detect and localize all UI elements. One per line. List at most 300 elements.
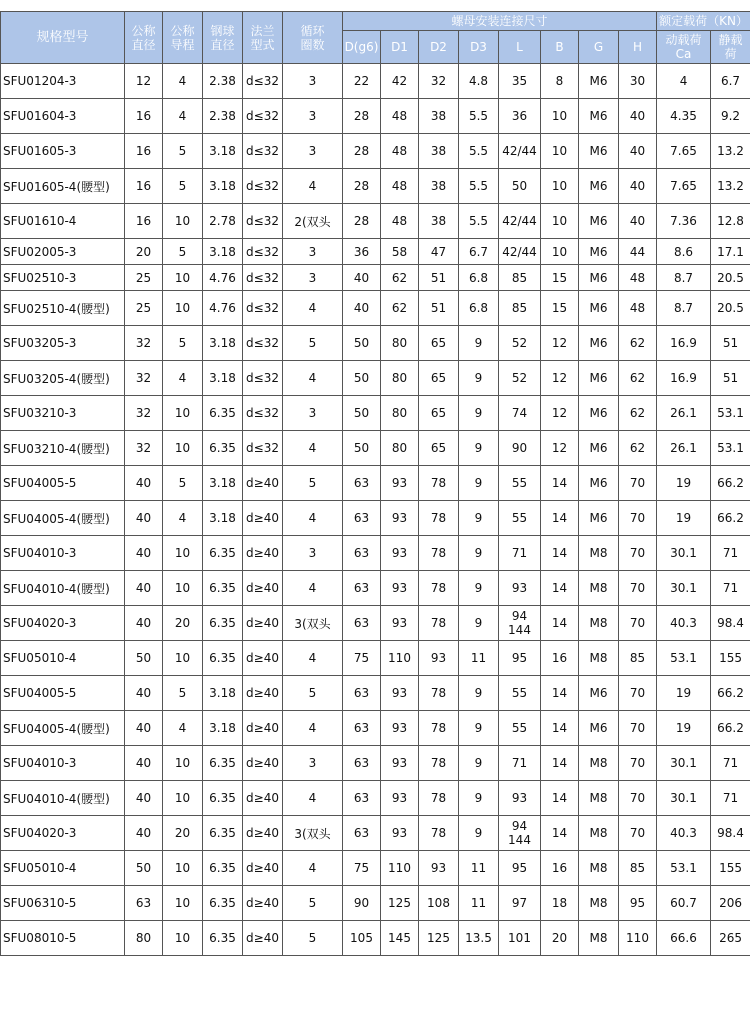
cell-d2: 65 (419, 431, 459, 466)
cell-g: M6 (579, 239, 619, 265)
cell-g: M8 (579, 746, 619, 781)
cell-l: 50 (499, 169, 541, 204)
cell-circuits: 3 (283, 746, 343, 781)
cell-l-line: 144 (508, 833, 531, 847)
cell-d2: 38 (419, 99, 459, 134)
cell-static-load: 66.2 (711, 501, 750, 536)
table-row (1, 396, 750, 431)
cell-ball-diameter: 4.76 (203, 291, 243, 326)
cell-h: 70 (619, 746, 657, 781)
cell-dg6: 90 (343, 886, 381, 921)
cell-model: SFU04005-4(腰型) (1, 501, 125, 536)
cell-circuits: 4 (283, 291, 343, 326)
cell-b: 15 (541, 291, 579, 326)
cell-static-load: 71 (711, 746, 750, 781)
cell-b: 14 (541, 746, 579, 781)
cell-ball-diameter: 6.35 (203, 781, 243, 816)
cell-nominal-lead: 10 (163, 536, 203, 571)
cell-l-line: 144 (508, 623, 531, 637)
cell-flange-type: d≥40 (243, 851, 283, 886)
cell-dynamic-load: 4.35 (657, 99, 711, 134)
cell-dg6: 63 (343, 746, 381, 781)
header-nut-mounting: 螺母安装连接尺寸 (343, 12, 657, 31)
cell-static-load: 20.5 (711, 265, 750, 291)
cell-ball-diameter: 6.35 (203, 536, 243, 571)
header-rated-load: 额定载荷（KN） (657, 12, 750, 31)
cell-nominal-diameter: 16 (125, 169, 163, 204)
cell-h: 85 (619, 641, 657, 676)
cell-l: 93 (499, 781, 541, 816)
cell-dg6: 36 (343, 239, 381, 265)
cell-d1: 93 (381, 676, 419, 711)
cell-d1: 62 (381, 265, 419, 291)
cell-d3: 11 (459, 641, 499, 676)
cell-d2: 108 (419, 886, 459, 921)
cell-b: 14 (541, 466, 579, 501)
cell-dg6: 28 (343, 204, 381, 239)
cell-d1: 80 (381, 431, 419, 466)
cell-dg6: 40 (343, 291, 381, 326)
cell-nominal-diameter: 12 (125, 64, 163, 99)
table-row (1, 361, 750, 396)
cell-ball-diameter: 6.35 (203, 746, 243, 781)
cell-circuits: 5 (283, 921, 343, 956)
cell-circuits: 3(双头 (283, 606, 343, 641)
cell-d3: 9 (459, 571, 499, 606)
cell-model: SFU03210-4(腰型) (1, 431, 125, 466)
cell-dynamic-load: 19 (657, 711, 711, 746)
cell-model: SFU04010-4(腰型) (1, 781, 125, 816)
cell-static-load: 53.1 (711, 396, 750, 431)
cell-model: SFU06310-5 (1, 886, 125, 921)
table-row (1, 571, 750, 606)
header-dim-dg6: D(g6) (343, 31, 381, 64)
table-row (1, 169, 750, 204)
cell-circuits: 5 (283, 886, 343, 921)
cell-l: 55 (499, 466, 541, 501)
cell-dynamic-load: 40.3 (657, 606, 711, 641)
cell-dynamic-load: 8.7 (657, 291, 711, 326)
cell-static-load: 98.4 (711, 606, 750, 641)
table-row (1, 886, 750, 921)
cell-circuits: 4 (283, 169, 343, 204)
cell-d3: 6.7 (459, 239, 499, 265)
cell-d3: 9 (459, 746, 499, 781)
cell-flange-type: d≥40 (243, 501, 283, 536)
cell-d1: 93 (381, 466, 419, 501)
cell-flange-type: d≥40 (243, 886, 283, 921)
cell-b: 14 (541, 781, 579, 816)
cell-d1: 48 (381, 169, 419, 204)
cell-dg6: 63 (343, 501, 381, 536)
cell-model: SFU03210-3 (1, 396, 125, 431)
cell-nominal-diameter: 40 (125, 466, 163, 501)
cell-static-load: 206 (711, 886, 750, 921)
cell-model: SFU02005-3 (1, 239, 125, 265)
cell-static-load: 71 (711, 536, 750, 571)
cell-d3: 13.5 (459, 921, 499, 956)
cell-nominal-diameter: 40 (125, 711, 163, 746)
cell-ball-diameter: 6.35 (203, 886, 243, 921)
cell-dg6: 40 (343, 265, 381, 291)
cell-dynamic-load: 53.1 (657, 641, 711, 676)
header-nominal-diameter: 公称 直径 (125, 12, 163, 64)
cell-h: 110 (619, 921, 657, 956)
cell-l: 55 (499, 711, 541, 746)
cell-b: 14 (541, 676, 579, 711)
cell-circuits: 5 (283, 326, 343, 361)
cell-model: SFU04005-5 (1, 676, 125, 711)
cell-flange-type: d≤32 (243, 431, 283, 466)
cell-model: SFU04010-3 (1, 536, 125, 571)
cell-b: 14 (541, 606, 579, 641)
header-flange-type: 法兰 型式 (243, 12, 283, 64)
cell-d3: 11 (459, 851, 499, 886)
cell-h: 62 (619, 326, 657, 361)
cell-b: 14 (541, 501, 579, 536)
cell-d3: 11 (459, 886, 499, 921)
cell-static-load: 13.2 (711, 134, 750, 169)
cell-g: M6 (579, 169, 619, 204)
cell-h: 62 (619, 431, 657, 466)
table-row (1, 431, 750, 466)
cell-nominal-lead: 10 (163, 641, 203, 676)
cell-dynamic-load: 30.1 (657, 536, 711, 571)
cell-d1: 93 (381, 536, 419, 571)
cell-g: M6 (579, 711, 619, 746)
header-dim-d2: D2 (419, 31, 459, 64)
cell-dynamic-load: 7.65 (657, 169, 711, 204)
cell-circuits: 4 (283, 641, 343, 676)
table-row (1, 746, 750, 781)
cell-nominal-diameter: 40 (125, 606, 163, 641)
cell-h: 70 (619, 816, 657, 851)
table-body (1, 64, 750, 956)
cell-h: 62 (619, 396, 657, 431)
cell-nominal-lead: 10 (163, 571, 203, 606)
cell-d3: 9 (459, 396, 499, 431)
cell-dynamic-load: 40.3 (657, 816, 711, 851)
cell-dynamic-load: 30.1 (657, 781, 711, 816)
cell-dg6: 63 (343, 816, 381, 851)
cell-nominal-lead: 10 (163, 781, 203, 816)
cell-dg6: 22 (343, 64, 381, 99)
cell-nominal-lead: 4 (163, 361, 203, 396)
cell-dynamic-load: 8.7 (657, 265, 711, 291)
cell-static-load: 66.2 (711, 711, 750, 746)
cell-dg6: 63 (343, 711, 381, 746)
cell-flange-type: d≤32 (243, 239, 283, 265)
cell-h: 70 (619, 501, 657, 536)
cell-flange-type: d≤32 (243, 204, 283, 239)
cell-model: SFU02510-3 (1, 265, 125, 291)
cell-g: M6 (579, 326, 619, 361)
cell-dynamic-load: 19 (657, 466, 711, 501)
cell-circuits: 5 (283, 466, 343, 501)
cell-d3: 9 (459, 781, 499, 816)
cell-circuits: 3 (283, 396, 343, 431)
cell-l-line: 94 (511, 609, 528, 623)
cell-d1: 110 (381, 851, 419, 886)
cell-flange-type: d≤32 (243, 396, 283, 431)
cell-b: 15 (541, 265, 579, 291)
cell-dynamic-load: 53.1 (657, 851, 711, 886)
table-row (1, 851, 750, 886)
cell-g: M6 (579, 291, 619, 326)
cell-model: SFU01604-3 (1, 99, 125, 134)
cell-d3: 5.5 (459, 204, 499, 239)
cell-circuits: 5 (283, 676, 343, 711)
cell-ball-diameter: 3.18 (203, 501, 243, 536)
cell-dg6: 50 (343, 396, 381, 431)
cell-dynamic-load: 30.1 (657, 746, 711, 781)
cell-g: M6 (579, 466, 619, 501)
cell-nominal-diameter: 32 (125, 431, 163, 466)
cell-nominal-diameter: 32 (125, 396, 163, 431)
cell-nominal-diameter: 32 (125, 361, 163, 396)
cell-h: 70 (619, 571, 657, 606)
cell-dg6: 28 (343, 134, 381, 169)
cell-circuits: 4 (283, 571, 343, 606)
header-nominal-lead: 公称 导程 (163, 12, 203, 64)
cell-l: 52 (499, 361, 541, 396)
cell-d1: 93 (381, 746, 419, 781)
cell-nominal-lead: 4 (163, 501, 203, 536)
cell-flange-type: d≥40 (243, 536, 283, 571)
table-row (1, 466, 750, 501)
cell-model: SFU03205-3 (1, 326, 125, 361)
cell-circuits: 3(双头 (283, 816, 343, 851)
cell-l: 36 (499, 99, 541, 134)
cell-ball-diameter: 3.18 (203, 361, 243, 396)
cell-nominal-diameter: 40 (125, 746, 163, 781)
cell-flange-type: d≥40 (243, 606, 283, 641)
cell-b: 16 (541, 851, 579, 886)
cell-nominal-lead: 5 (163, 326, 203, 361)
cell-circuits: 3 (283, 265, 343, 291)
cell-model: SFU01605-4(腰型) (1, 169, 125, 204)
cell-d2: 78 (419, 606, 459, 641)
cell-g: M8 (579, 536, 619, 571)
cell-h: 70 (619, 606, 657, 641)
cell-dg6: 63 (343, 606, 381, 641)
cell-nominal-diameter: 40 (125, 501, 163, 536)
cell-ball-diameter: 2.38 (203, 99, 243, 134)
cell-b: 10 (541, 169, 579, 204)
cell-d3: 9 (459, 606, 499, 641)
cell-dynamic-load: 26.1 (657, 431, 711, 466)
cell-circuits: 3 (283, 536, 343, 571)
cell-h: 95 (619, 886, 657, 921)
cell-dynamic-load: 19 (657, 501, 711, 536)
cell-b: 18 (541, 886, 579, 921)
cell-flange-type: d≥40 (243, 781, 283, 816)
cell-d2: 93 (419, 851, 459, 886)
cell-h: 70 (619, 781, 657, 816)
cell-model: SFU01610-4 (1, 204, 125, 239)
cell-static-load: 98.4 (711, 816, 750, 851)
cell-static-load: 20.5 (711, 291, 750, 326)
cell-static-load: 9.2 (711, 99, 750, 134)
cell-d3: 5.5 (459, 134, 499, 169)
cell-dg6: 63 (343, 781, 381, 816)
cell-l: 97 (499, 886, 541, 921)
cell-model: SFU04005-5 (1, 466, 125, 501)
cell-h: 70 (619, 676, 657, 711)
cell-g: M8 (579, 606, 619, 641)
cell-dg6: 75 (343, 851, 381, 886)
cell-nominal-lead: 10 (163, 851, 203, 886)
cell-flange-type: d≥40 (243, 571, 283, 606)
cell-dg6: 50 (343, 431, 381, 466)
cell-b: 12 (541, 326, 579, 361)
cell-l: 71 (499, 536, 541, 571)
cell-nominal-lead: 20 (163, 816, 203, 851)
cell-g: M8 (579, 781, 619, 816)
cell-g: M6 (579, 265, 619, 291)
cell-nominal-diameter: 40 (125, 571, 163, 606)
cell-circuits: 4 (283, 361, 343, 396)
cell-flange-type: d≤32 (243, 291, 283, 326)
cell-nominal-lead: 4 (163, 711, 203, 746)
cell-model: SFU04010-4(腰型) (1, 571, 125, 606)
cell-d1: 93 (381, 571, 419, 606)
cell-b: 10 (541, 204, 579, 239)
header-dim-g: G (579, 31, 619, 64)
cell-dynamic-load: 30.1 (657, 571, 711, 606)
cell-b: 14 (541, 571, 579, 606)
cell-nominal-diameter: 40 (125, 676, 163, 711)
cell-d1: 93 (381, 711, 419, 746)
cell-l (499, 816, 541, 851)
cell-dg6: 63 (343, 536, 381, 571)
cell-l: 101 (499, 921, 541, 956)
cell-b: 10 (541, 99, 579, 134)
table-row (1, 606, 750, 641)
cell-flange-type: d≥40 (243, 816, 283, 851)
cell-nominal-diameter: 63 (125, 886, 163, 921)
cell-nominal-diameter: 50 (125, 851, 163, 886)
cell-static-load: 71 (711, 781, 750, 816)
cell-d2: 78 (419, 501, 459, 536)
cell-h: 70 (619, 711, 657, 746)
cell-flange-type: d≤32 (243, 64, 283, 99)
cell-d2: 51 (419, 291, 459, 326)
cell-d3: 4.8 (459, 64, 499, 99)
cell-d1: 110 (381, 641, 419, 676)
cell-dynamic-load: 19 (657, 676, 711, 711)
cell-d3: 6.8 (459, 265, 499, 291)
cell-l: 35 (499, 64, 541, 99)
cell-dg6: 63 (343, 466, 381, 501)
cell-h: 48 (619, 291, 657, 326)
cell-nominal-lead: 5 (163, 239, 203, 265)
cell-model: SFU04005-4(腰型) (1, 711, 125, 746)
cell-flange-type: d≤32 (243, 326, 283, 361)
cell-d1: 93 (381, 816, 419, 851)
cell-h: 40 (619, 134, 657, 169)
cell-flange-type: d≥40 (243, 921, 283, 956)
cell-nominal-lead: 10 (163, 291, 203, 326)
cell-d2: 78 (419, 676, 459, 711)
table-row (1, 134, 750, 169)
header-dynamic-load: 动载荷 Ca (657, 31, 711, 64)
cell-d2: 78 (419, 816, 459, 851)
cell-nominal-diameter: 50 (125, 641, 163, 676)
cell-l: 55 (499, 501, 541, 536)
header-circuits: 循环 圈数 (283, 12, 343, 64)
table-row (1, 536, 750, 571)
cell-model: SFU04020-3 (1, 606, 125, 641)
cell-d1: 93 (381, 606, 419, 641)
cell-circuits: 4 (283, 431, 343, 466)
cell-d1: 42 (381, 64, 419, 99)
cell-circuits: 2(双头 (283, 204, 343, 239)
cell-nominal-lead: 4 (163, 64, 203, 99)
header-static-load: 静载 荷 (711, 31, 750, 64)
cell-d2: 47 (419, 239, 459, 265)
cell-nominal-lead: 10 (163, 431, 203, 466)
cell-l: 85 (499, 265, 541, 291)
table-row (1, 239, 750, 265)
cell-g: M8 (579, 641, 619, 676)
cell-d1: 80 (381, 326, 419, 361)
cell-dg6: 63 (343, 571, 381, 606)
table-row (1, 781, 750, 816)
cell-g: M8 (579, 921, 619, 956)
cell-flange-type: d≥40 (243, 676, 283, 711)
table-row (1, 501, 750, 536)
cell-static-load: 155 (711, 641, 750, 676)
cell-static-load: 13.2 (711, 169, 750, 204)
cell-model: SFU04010-3 (1, 746, 125, 781)
ball-screw-spec-table (0, 11, 750, 956)
cell-d3: 6.8 (459, 291, 499, 326)
cell-dg6: 50 (343, 326, 381, 361)
cell-flange-type: d≥40 (243, 711, 283, 746)
cell-flange-type: d≤32 (243, 265, 283, 291)
cell-b: 12 (541, 431, 579, 466)
cell-d2: 78 (419, 781, 459, 816)
cell-g: M8 (579, 571, 619, 606)
cell-static-load: 51 (711, 361, 750, 396)
cell-dg6: 63 (343, 676, 381, 711)
cell-ball-diameter: 6.35 (203, 921, 243, 956)
cell-static-load: 51 (711, 326, 750, 361)
cell-circuits: 3 (283, 134, 343, 169)
cell-ball-diameter: 3.18 (203, 466, 243, 501)
table-row (1, 676, 750, 711)
cell-b: 8 (541, 64, 579, 99)
table-row (1, 99, 750, 134)
cell-d3: 9 (459, 466, 499, 501)
cell-flange-type: d≤32 (243, 169, 283, 204)
cell-l: 95 (499, 641, 541, 676)
cell-flange-type: d≤32 (243, 361, 283, 396)
cell-d2: 38 (419, 204, 459, 239)
cell-b: 20 (541, 921, 579, 956)
cell-nominal-diameter: 80 (125, 921, 163, 956)
cell-d3: 9 (459, 361, 499, 396)
cell-ball-diameter: 3.18 (203, 326, 243, 361)
cell-nominal-lead: 5 (163, 466, 203, 501)
cell-g: M6 (579, 134, 619, 169)
cell-dynamic-load: 7.65 (657, 134, 711, 169)
cell-model: SFU01204-3 (1, 64, 125, 99)
cell-l: 52 (499, 326, 541, 361)
cell-static-load: 66.2 (711, 466, 750, 501)
cell-model: SFU05010-4 (1, 641, 125, 676)
